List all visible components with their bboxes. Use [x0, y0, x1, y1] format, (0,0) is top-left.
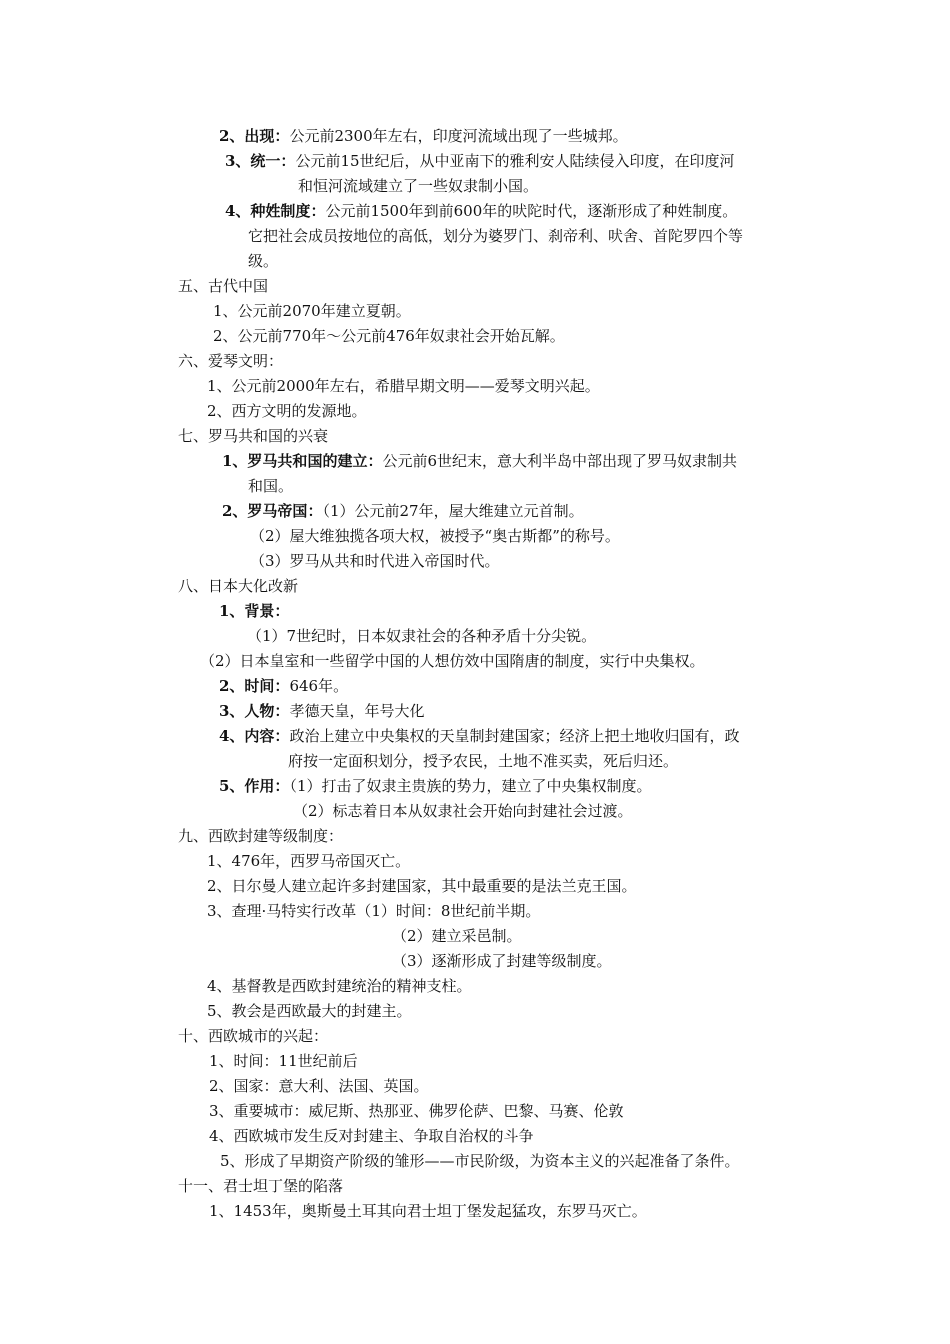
text-line: 1、公元前2070年建立夏朝。: [213, 302, 411, 320]
text-line: 3、重要城市：威尼斯、热那亚、佛罗伦萨、巴黎、马赛、伦敦: [209, 1102, 624, 1120]
text-line: （3）逐渐形成了封建等级制度。: [392, 952, 612, 970]
section-heading: 六、爱琴文明：: [178, 352, 284, 370]
item-label: 2、出现：: [219, 127, 290, 145]
text-line: 3、统一：公元前15世纪后，从中亚南下的雅利安人陆续侵入印度，在印度河: [225, 152, 735, 170]
text-line: （2）建立采邑制。: [392, 927, 522, 945]
text-line: 和恒河流域建立了一些奴隶制小国。: [298, 177, 539, 195]
text-line: 5、教会是西欧最大的封建主。: [207, 1002, 412, 1020]
section-heading: 十、西欧城市的兴起：: [178, 1027, 329, 1045]
item-label: 2、时间：: [219, 677, 290, 695]
text-line: 和国。: [248, 477, 294, 495]
section-heading: 九、西欧封建等级制度：: [178, 827, 344, 845]
text-line: 4、内容：政治上建立中央集权的天皇制封建国家；经济上把土地收归国有，政: [219, 727, 740, 745]
text-line: 2、公元前770年～公元前476年奴隶社会开始瓦解。: [213, 327, 565, 345]
item-label: 4、种姓制度：: [225, 202, 326, 220]
item-label: 4、内容：: [219, 727, 290, 745]
section-heading: 八、日本大化改新: [178, 577, 299, 595]
text-line: 1、476年，西罗马帝国灭亡。: [207, 852, 411, 870]
text-line: 3、人物：孝德天皇，年号大化: [219, 702, 425, 720]
text-line: （1）7世纪时，日本奴隶社会的各种矛盾十分尖锐。: [247, 627, 597, 645]
section-heading: 十一、君士坦丁堡的陷落: [178, 1177, 344, 1195]
section-heading: 七、罗马共和国的兴衰: [178, 427, 329, 445]
text-line: 1、1453年，奥斯曼土耳其向君士坦丁堡发起猛攻，东罗马灭亡。: [209, 1202, 647, 1220]
text-line: [219, 599, 289, 624]
text-line: 4、基督教是西欧封建统治的精神支柱。: [207, 977, 472, 995]
text-line: 2、罗马帝国：（1）公元前27年，屋大维建立元首制。: [222, 502, 584, 520]
text-line: 4、西欧城市发生反对封建主、争取自治权的斗争: [209, 1127, 534, 1145]
text-line: 府按一定面积划分，授予农民，土地不准买卖，死后归还。: [288, 752, 679, 770]
text-line: 1、公元前2000年左右，希腊早期文明——爱琴文明兴起。: [207, 377, 600, 395]
text-line: 3、查理·马特实行改革（1）时间：8世纪前半期。: [207, 902, 541, 920]
text-line: 2、国家：意大利、法国、英国。: [209, 1077, 429, 1095]
item-label: 5、作用：: [219, 777, 290, 795]
item-label: 3、统一：: [225, 152, 296, 170]
text-line: 1、罗马共和国的建立：公元前6世纪末，意大利半岛中部出现了罗马奴隶制共: [222, 452, 737, 470]
text-line: 4、种姓制度：公元前1500年到前600年的吠陀时代，逐渐形成了种姓制度。: [225, 202, 738, 220]
text-line: 它把社会成员按地位的高低，划分为婆罗门、刹帝利、吠舍、首陀罗四个等: [248, 227, 744, 245]
item-label: 3、人物：: [219, 702, 290, 720]
text-line: 1、时间：11世纪前后: [209, 1052, 358, 1070]
item-label: 1、背景：: [219, 602, 290, 620]
text-line: 级。: [248, 252, 279, 270]
text-line: 5、作用：（1）打击了奴隶主贵族的势力，建立了中央集权制度。: [219, 777, 652, 795]
text-line: 5、形成了早期资产阶级的雏形——市民阶级，为资本主义的兴起准备了条件。: [220, 1152, 740, 1170]
text-line: （2）屋大维独揽各项大权，被授予“奥古斯都”的称号。: [250, 527, 620, 545]
item-label: 2、罗马帝国：: [222, 502, 323, 520]
text-line: 2、日尔曼人建立起许多封建国家，其中最重要的是法兰克王国。: [207, 877, 637, 895]
text-line: （2）日本皇室和一些留学中国的人想仿效中国隋唐的制度，实行中央集权。: [200, 652, 705, 670]
text-line: （2）标志着日本从奴隶社会开始向封建社会过渡。: [293, 802, 633, 820]
item-label: 1、罗马共和国的建立：: [222, 452, 383, 470]
section-heading: 五、古代中国: [178, 277, 269, 295]
text-line: 2、西方文明的发源地。: [207, 402, 367, 420]
text-line: 2、出现：公元前2300年左右，印度河流域出现了一些城邦。: [219, 127, 628, 145]
text-line: 2、时间：646年。: [219, 677, 349, 695]
text-line: （3）罗马从共和时代进入帝国时代。: [250, 552, 500, 570]
